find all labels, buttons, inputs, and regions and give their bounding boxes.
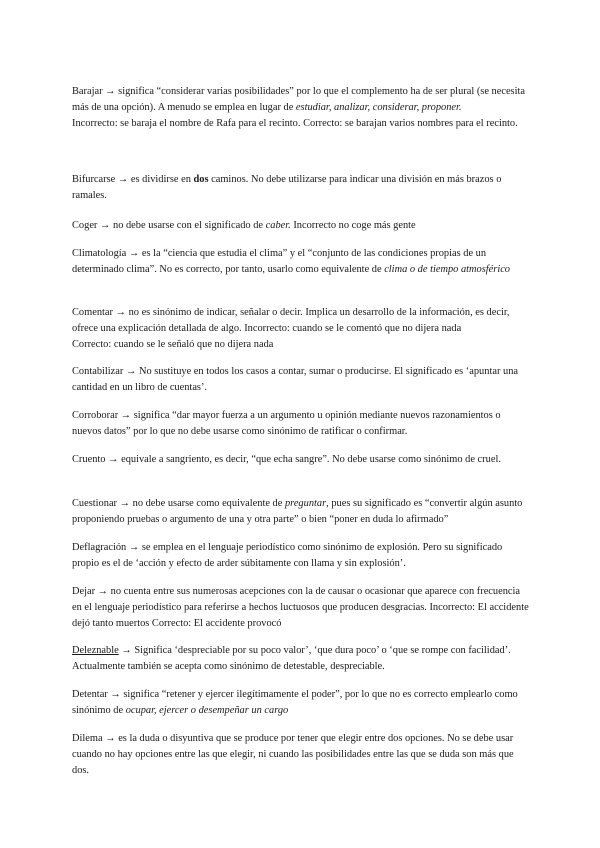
entry-term: Detentar	[72, 689, 108, 700]
arrow-icon: →	[115, 174, 131, 185]
entry-definition	[72, 84, 530, 116]
entry-definition	[72, 246, 530, 278]
entry-text: caminos. No debe utilizarse para indicar una división en más brazos o ramales.	[72, 174, 502, 201]
entry-text: se emplea en el lenguaje periodístico como sinónimo de explosión. Pero su significado propio es el de ‘acción y efecto de arder súbitamente con llama y sin explosión’.	[72, 542, 503, 569]
entry-definition	[72, 408, 530, 440]
entry-definition	[72, 496, 530, 528]
entry-italic: caber.	[265, 220, 291, 231]
entry-corroborar	[72, 408, 530, 440]
entry-dejar	[72, 584, 530, 632]
arrow-icon: →	[118, 410, 134, 421]
entry-text: no debe usarse como equivalente de	[132, 498, 285, 509]
entry-text: , pues su significado es “convertir algún asunto proponiendo pruebas o argumento de una y otra parte” o bien “poner en duda lo afirmado”	[72, 498, 523, 525]
entry-definition	[72, 643, 530, 675]
arrow-icon: →	[107, 689, 124, 700]
entry-deflagracion	[72, 540, 530, 572]
entry-definition	[72, 584, 530, 632]
entry-term: Corroborar	[72, 410, 119, 421]
entry-term: Coger	[72, 220, 98, 231]
entry-text: No sustituye en todos los casos a contar, sumar o producirse. El significado es ‘apuntar una cantidad en un libro de cuentas’.	[72, 366, 519, 393]
entry-italic: clima o de tiempo atmosférico	[384, 264, 511, 275]
entry-text: no cuenta entre sus numerosas acepciones con la de causar o ocasionar que aparece con frecuencia en el lenguaje periodístico para referirse a hechos luctuosos que producen desgracias. Incorrecto: El accidente dejó tanto muertos Correcto: El accidente provocó	[72, 586, 529, 629]
arrow-icon: →	[123, 366, 139, 377]
entry-definition	[72, 305, 530, 337]
entry-example: Correcto: cuando se le señaló que no dijera nada	[72, 339, 274, 350]
entry-term: Deleznable	[72, 645, 119, 656]
arrow-icon: →	[117, 498, 133, 509]
entry-dilema	[72, 731, 530, 779]
entry-contabilizar	[72, 364, 530, 396]
arrow-icon: →	[102, 86, 119, 97]
entry-term: Dejar	[72, 586, 96, 597]
entry-coger	[72, 218, 530, 234]
entry-text: es dividirse en	[130, 174, 194, 185]
entry-text: significa “dar mayor fuerza a un argumento u opinión mediante nuevos razonamientos o nuevos datos” por lo que no debe usarse como sinónimo de ratificar o confirmar.	[72, 410, 501, 437]
entry-italic: estudiar, analizar, considerar, proponer.	[295, 102, 462, 113]
entry-italic: preguntar	[284, 498, 327, 509]
entry-text: no debe usarse con el significado de	[113, 220, 266, 231]
entry-definition	[72, 452, 530, 468]
entry-cruento	[72, 452, 530, 468]
entry-italic: ocupar, ejercer o desempeñar un cargo	[125, 705, 289, 716]
entry-detentar	[72, 687, 530, 719]
entry-term: Dilema	[72, 733, 103, 744]
entry-bold: dos	[193, 174, 209, 185]
entry-barajar	[72, 84, 530, 132]
entry-definition	[72, 687, 530, 719]
entry-term: Climatología	[72, 248, 127, 259]
arrow-icon: →	[105, 454, 122, 465]
arrow-icon: →	[126, 248, 142, 259]
entry-example: Incorrecto: se baraja el nombre de Rafa para el recinto. Correcto: se barajan varios nombres para el recinto.	[72, 118, 518, 129]
entry-text: es la “ciencia que estudia el clima” y el “conjunto de las condiciones propias de un determinado clima”. No es correcto, por tanto, usarlo como equivalente de	[72, 248, 487, 275]
arrow-icon: →	[102, 733, 119, 744]
entry-definition	[72, 218, 530, 234]
entry-text: no es sinónimo de indicar, señalar o decir. Implica un desarrollo de la información, es decir, ofrece una explicación detallada de algo. Incorrecto: cuando se le comentó que no dijera nada	[72, 307, 510, 334]
entry-term: Comentar	[72, 307, 113, 318]
entry-definition	[72, 364, 530, 396]
entry-definition	[72, 172, 530, 204]
entry-text: significa “considerar varias posibilidades” por lo que el complemento ha de ser plural (se necesita más de una opción). A menudo se emplea en lugar de	[72, 86, 525, 113]
arrow-icon: →	[118, 645, 135, 656]
entry-term: Cruento	[72, 454, 106, 465]
arrow-icon: →	[95, 586, 111, 597]
entry-term: Barajar	[72, 86, 103, 97]
entry-text: es la duda o disyuntiva que se produce por tener que elegir entre dos opciones. No se debe usar cuando no hay opciones entre las que elegir, ni cuando las posibilidades entre las que se duda son más que dos.	[72, 733, 514, 776]
entry-text: Significa ‘despreciable por su poco valor’, ‘que dura poco’ o ‘que se rompe con facilidad’. Actualmente también se acepta como sinónimo de detestable, despreciable.	[72, 645, 511, 672]
entry-cuestionar	[72, 496, 530, 528]
entry-text: equivale a sangriento, es decir, “que echa sangre”. No debe usarse como sinónimo de cruel.	[121, 454, 501, 465]
entry-comentar	[72, 305, 530, 353]
entry-term: Cuestionar	[72, 498, 118, 509]
entry-climatologia	[72, 246, 530, 278]
entry-term: Deflagración	[72, 542, 127, 553]
arrow-icon: →	[112, 307, 129, 318]
entry-text: significa “retener y ejercer ilegítimamente el poder”, por lo que no es correcto emplearlo como sinónimo de	[72, 689, 518, 716]
arrow-icon: →	[97, 220, 113, 231]
entry-term: Bifurcarse	[72, 174, 116, 185]
entry-text: Incorrecto no coge más gente	[290, 220, 416, 231]
entry-definition	[72, 540, 530, 572]
entry-bifurcarse	[72, 172, 530, 204]
entry-definition	[72, 731, 530, 779]
arrow-icon: →	[126, 542, 142, 553]
entry-term: Contabilizar	[72, 366, 124, 377]
entry-deleznable	[72, 643, 530, 675]
